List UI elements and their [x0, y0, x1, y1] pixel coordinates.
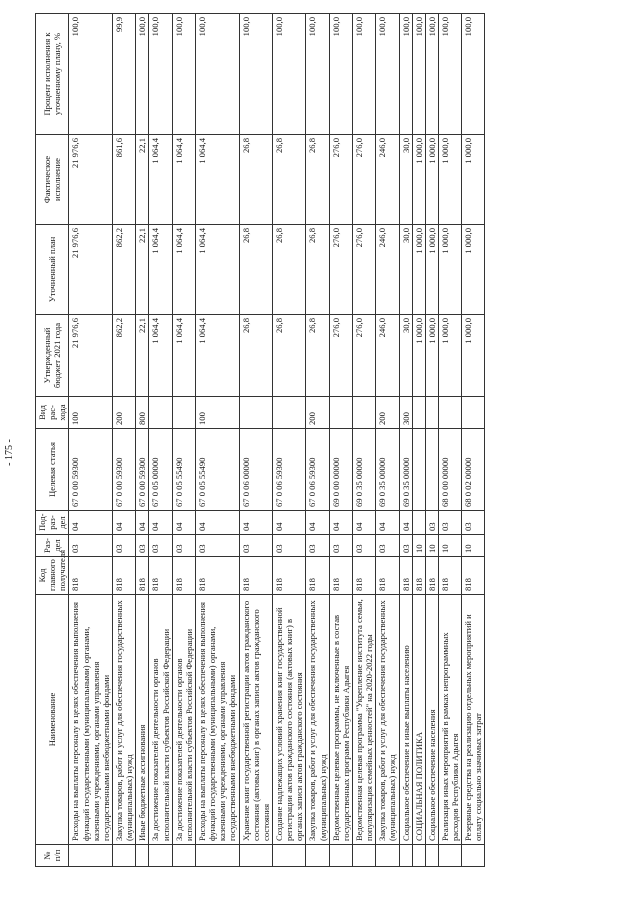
cell-name: Иные бюджетные ассигнования [136, 595, 149, 845]
cell-code: 818 [195, 557, 239, 595]
cell-code: 818 [112, 557, 135, 595]
cell-percent: 100,0 [149, 14, 172, 135]
cell-name: Социальное обеспечение населения [425, 595, 438, 845]
cell-approved: 1 064,4 [195, 315, 239, 397]
cell-approved: 26,8 [272, 315, 305, 397]
table-row [352, 14, 375, 867]
cell-refined: 26,8 [272, 225, 305, 315]
cell-podrazdel: 04 [149, 511, 172, 535]
cell-razdel: 10 [438, 535, 461, 557]
cell-refined: 246,0 [376, 225, 399, 315]
cell-vid [239, 397, 272, 429]
cell-vid [425, 397, 438, 429]
col-name: Наименование [36, 595, 69, 845]
cell-vid: 100 [195, 397, 239, 429]
cell-target [425, 429, 438, 511]
cell-code: 818 [136, 557, 149, 595]
cell-percent: 100,0 [172, 14, 195, 135]
cell-percent: 100,0 [69, 14, 113, 135]
col-refined: Уточненный план [36, 225, 69, 315]
cell-target: 67 0 06 59300 [272, 429, 305, 511]
cell-razdel: 03 [376, 535, 399, 557]
table-row [272, 14, 305, 867]
cell-approved: 1 064,4 [149, 315, 172, 397]
cell-podrazdel: 04 [172, 511, 195, 535]
cell-code: 818 [462, 557, 485, 595]
cell-approved: 1 000,0 [425, 315, 438, 397]
cell-code: 818 [376, 557, 399, 595]
cell-razdel: 03 [195, 535, 239, 557]
cell-no [272, 845, 305, 867]
cell-target: 69 0 35 00000 [352, 429, 375, 511]
table-row [425, 14, 438, 867]
cell-razdel: 03 [136, 535, 149, 557]
cell-target [412, 429, 425, 511]
table-row [112, 14, 135, 867]
cell-name: Закупка товаров, работ и услуг для обеспечения государственных (муниципальных) нужд [376, 595, 399, 845]
cell-approved: 276,0 [329, 315, 352, 397]
cell-no [69, 845, 113, 867]
table-row [172, 14, 195, 867]
cell-razdel: 03 [69, 535, 113, 557]
cell-code: 818 [329, 557, 352, 595]
table-row [136, 14, 149, 867]
cell-vid [172, 397, 195, 429]
cell-code: 818 [69, 557, 113, 595]
cell-name: Расходы на выплаты персоналу в целях обеспечения выполнения функций государственными (муниципальными) органами, казенными учреждениями, органами управления государственными внебюджетными фондами [69, 595, 113, 845]
cell-podrazdel: 04 [239, 511, 272, 535]
cell-vid: 200 [112, 397, 135, 429]
cell-approved: 26,8 [239, 315, 272, 397]
cell-no [195, 845, 239, 867]
cell-percent: 100,0 [272, 14, 305, 135]
cell-no [462, 845, 485, 867]
cell-podrazdel: 04 [136, 511, 149, 535]
cell-refined: 276,0 [352, 225, 375, 315]
cell-code: 818 [272, 557, 305, 595]
cell-target: 67 0 05 55490 [195, 429, 239, 511]
cell-vid [149, 397, 172, 429]
cell-actual: 30,0 [399, 135, 412, 225]
col-podrazdel: Под-раз-дел [36, 511, 69, 535]
cell-razdel: 03 [399, 535, 412, 557]
cell-razdel: 03 [352, 535, 375, 557]
cell-target: 68 0 02 00000 [462, 429, 485, 511]
table-row [412, 14, 425, 867]
cell-actual: 276,0 [352, 135, 375, 225]
cell-no [149, 845, 172, 867]
cell-name: Социальное обеспечение и иные выплаты населению [399, 595, 412, 845]
cell-refined: 1 000,0 [412, 225, 425, 315]
cell-name: Хранение книг государственной регистрации актов гражданского состояния (актовых книг) в органах записи актов гражданского состояния [239, 595, 272, 845]
cell-no [399, 845, 412, 867]
col-percent: Процент исполнения к уточненному плану, % [36, 14, 69, 135]
cell-podrazdel: 04 [399, 511, 412, 535]
cell-name: Ведомственная целевая программа "Укрепление института семьи, популяризация семейных ценностей" на 2020-2022 годы [352, 595, 375, 845]
cell-target: 67 0 00 59300 [136, 429, 149, 511]
cell-vid [272, 397, 305, 429]
col-target: Целевая статья [36, 429, 69, 511]
cell-approved: 1 000,0 [412, 315, 425, 397]
cell-actual: 861,6 [112, 135, 135, 225]
cell-no [425, 845, 438, 867]
cell-no [112, 845, 135, 867]
cell-razdel: 10 [412, 535, 425, 557]
cell-refined: 1 064,4 [149, 225, 172, 315]
cell-refined: 26,8 [239, 225, 272, 315]
cell-name: Закупка товаров, работ и услуг для обеспечения государственных (муниципальных) нужд [112, 595, 135, 845]
cell-target: 67 0 05 55490 [172, 429, 195, 511]
cell-approved: 21 976,6 [69, 315, 113, 397]
table-row [399, 14, 412, 867]
table-row [195, 14, 239, 867]
cell-percent: 100,0 [352, 14, 375, 135]
cell-percent: 99,9 [112, 14, 135, 135]
cell-percent: 100,0 [329, 14, 352, 135]
cell-approved: 1 000,0 [462, 315, 485, 397]
cell-razdel: 10 [425, 535, 438, 557]
cell-no [376, 845, 399, 867]
cell-percent: 100,0 [438, 14, 461, 135]
table-row [329, 14, 352, 867]
budget-table [35, 13, 485, 867]
cell-refined: 21 976,6 [69, 225, 113, 315]
cell-actual: 1 000,0 [425, 135, 438, 225]
cell-razdel: 03 [272, 535, 305, 557]
cell-name: За достижение показателей деятельности органов исполнительной власти субъектов Российской Федерации [172, 595, 195, 845]
cell-code: 818 [306, 557, 329, 595]
cell-percent: 100,0 [306, 14, 329, 135]
cell-actual: 1 064,4 [172, 135, 195, 225]
cell-razdel: 03 [239, 535, 272, 557]
cell-podrazdel: 04 [329, 511, 352, 535]
cell-name: Создание надлежащих условий хранения книг государственной регистрации актов гражданского состояния (актовых книг) в органах записи актов гражданского состояния [272, 595, 305, 845]
cell-target: 69 0 35 00000 [376, 429, 399, 511]
cell-approved: 1 064,4 [172, 315, 195, 397]
cell-razdel: 03 [112, 535, 135, 557]
col-vid: Вид рас-хода [36, 397, 69, 429]
cell-name: За достижение показателей деятельности органов исполнительной власти субъектов Российской Федерации [149, 595, 172, 845]
cell-name: Реализация иных мероприятий в рамках непрограммных расходов Республики Адыгея [438, 595, 461, 845]
cell-percent: 100,0 [195, 14, 239, 135]
cell-refined: 1 000,0 [462, 225, 485, 315]
col-actual: Фактическое исполнение [36, 135, 69, 225]
cell-podrazdel [412, 511, 425, 535]
cell-actual: 1 000,0 [462, 135, 485, 225]
cell-podrazdel: 04 [112, 511, 135, 535]
cell-approved: 862,2 [112, 315, 135, 397]
cell-actual: 22,1 [136, 135, 149, 225]
cell-no [352, 845, 375, 867]
cell-razdel: 10 [462, 535, 485, 557]
cell-razdel: 03 [329, 535, 352, 557]
cell-code: 818 [149, 557, 172, 595]
cell-refined: 276,0 [329, 225, 352, 315]
cell-podrazdel: 03 [425, 511, 438, 535]
cell-vid: 800 [136, 397, 149, 429]
cell-approved: 22,1 [136, 315, 149, 397]
cell-no [412, 845, 425, 867]
table-row [239, 14, 272, 867]
table-row [149, 14, 172, 867]
col-no: № п/п [36, 845, 69, 867]
cell-vid: 200 [306, 397, 329, 429]
table-row [462, 14, 485, 867]
cell-code: 818 [239, 557, 272, 595]
cell-refined: 22,1 [136, 225, 149, 315]
cell-podrazdel: 04 [272, 511, 305, 535]
table-body [69, 14, 485, 867]
cell-percent: 100,0 [399, 14, 412, 135]
cell-percent: 100,0 [239, 14, 272, 135]
cell-target: 67 0 00 59300 [112, 429, 135, 511]
cell-refined: 1 064,4 [195, 225, 239, 315]
cell-target: 69 0 00 00000 [329, 429, 352, 511]
cell-actual: 26,8 [306, 135, 329, 225]
cell-name: СОЦИАЛЬНАЯ ПОЛИТИКА [412, 595, 425, 845]
cell-actual: 246,0 [376, 135, 399, 225]
cell-target: 67 0 06 59300 [306, 429, 329, 511]
cell-actual: 21 976,6 [69, 135, 113, 225]
cell-podrazdel: 03 [438, 511, 461, 535]
cell-code: 818 [412, 557, 425, 595]
cell-razdel: 03 [306, 535, 329, 557]
table-row [306, 14, 329, 867]
cell-vid [462, 397, 485, 429]
cell-vid [352, 397, 375, 429]
table-row [438, 14, 461, 867]
cell-code: 818 [172, 557, 195, 595]
cell-percent: 100,0 [425, 14, 438, 135]
cell-podrazdel: 04 [352, 511, 375, 535]
cell-actual: 26,8 [239, 135, 272, 225]
cell-code: 818 [399, 557, 412, 595]
cell-actual: 276,0 [329, 135, 352, 225]
cell-vid [412, 397, 425, 429]
col-code: Код главного получателя [36, 557, 69, 595]
header-row [36, 14, 69, 867]
cell-no [438, 845, 461, 867]
cell-target: 67 0 00 59300 [69, 429, 113, 511]
cell-refined: 862,2 [112, 225, 135, 315]
cell-name: Резервные средства на реализацию отдельных мероприятий и оплату социально значимых затрат [462, 595, 485, 845]
cell-percent: 100,0 [462, 14, 485, 135]
cell-target: 67 0 06 00000 [239, 429, 272, 511]
cell-podrazdel: 04 [306, 511, 329, 535]
cell-actual: 26,8 [272, 135, 305, 225]
cell-code: 818 [438, 557, 461, 595]
table-row [69, 14, 113, 867]
col-razdel: Раз-дел [36, 535, 69, 557]
cell-approved: 30,0 [399, 315, 412, 397]
cell-percent: 100,0 [412, 14, 425, 135]
cell-percent: 100,0 [136, 14, 149, 135]
cell-podrazdel: 04 [69, 511, 113, 535]
cell-target: 68 0 00 00000 [438, 429, 461, 511]
cell-vid: 300 [399, 397, 412, 429]
cell-refined: 1 000,0 [438, 225, 461, 315]
cell-razdel: 03 [149, 535, 172, 557]
cell-no [239, 845, 272, 867]
table-row [376, 14, 399, 867]
cell-approved: 246,0 [376, 315, 399, 397]
cell-code: 818 [425, 557, 438, 595]
cell-actual: 1 064,4 [149, 135, 172, 225]
cell-refined: 30,0 [399, 225, 412, 315]
cell-approved: 1 000,0 [438, 315, 461, 397]
cell-vid [438, 397, 461, 429]
cell-vid: 200 [376, 397, 399, 429]
col-approved: Утвержденный бюджет 2021 года [36, 315, 69, 397]
cell-name: Ведомственные целевые программы, не включенные в состав государственных программ Республики Адыгея [329, 595, 352, 845]
cell-approved: 26,8 [306, 315, 329, 397]
cell-no [136, 845, 149, 867]
cell-no [329, 845, 352, 867]
cell-percent: 100,0 [376, 14, 399, 135]
cell-vid [329, 397, 352, 429]
cell-approved: 276,0 [352, 315, 375, 397]
cell-podrazdel: 04 [376, 511, 399, 535]
cell-actual: 1 000,0 [438, 135, 461, 225]
page-number: - 175 - [4, 439, 15, 466]
cell-refined: 1 000,0 [425, 225, 438, 315]
cell-refined: 1 064,4 [172, 225, 195, 315]
cell-actual: 1 000,0 [412, 135, 425, 225]
cell-target: 69 0 35 00000 [399, 429, 412, 511]
cell-refined: 26,8 [306, 225, 329, 315]
cell-no [306, 845, 329, 867]
cell-name: Закупка товаров, работ и услуг для обеспечения государственных (муниципальных) нужд [306, 595, 329, 845]
cell-podrazdel: 03 [462, 511, 485, 535]
cell-podrazdel: 04 [195, 511, 239, 535]
cell-actual: 1 064,4 [195, 135, 239, 225]
cell-code: 818 [352, 557, 375, 595]
cell-razdel: 03 [172, 535, 195, 557]
cell-vid: 100 [69, 397, 113, 429]
cell-target: 67 0 05 00000 [149, 429, 172, 511]
cell-no [172, 845, 195, 867]
cell-name: Расходы на выплаты персоналу в целях обеспечения выполнения функций государственными (муниципальными) органами, казенными учреждениями, органами управления государственными внебюджетными фондами [195, 595, 239, 845]
